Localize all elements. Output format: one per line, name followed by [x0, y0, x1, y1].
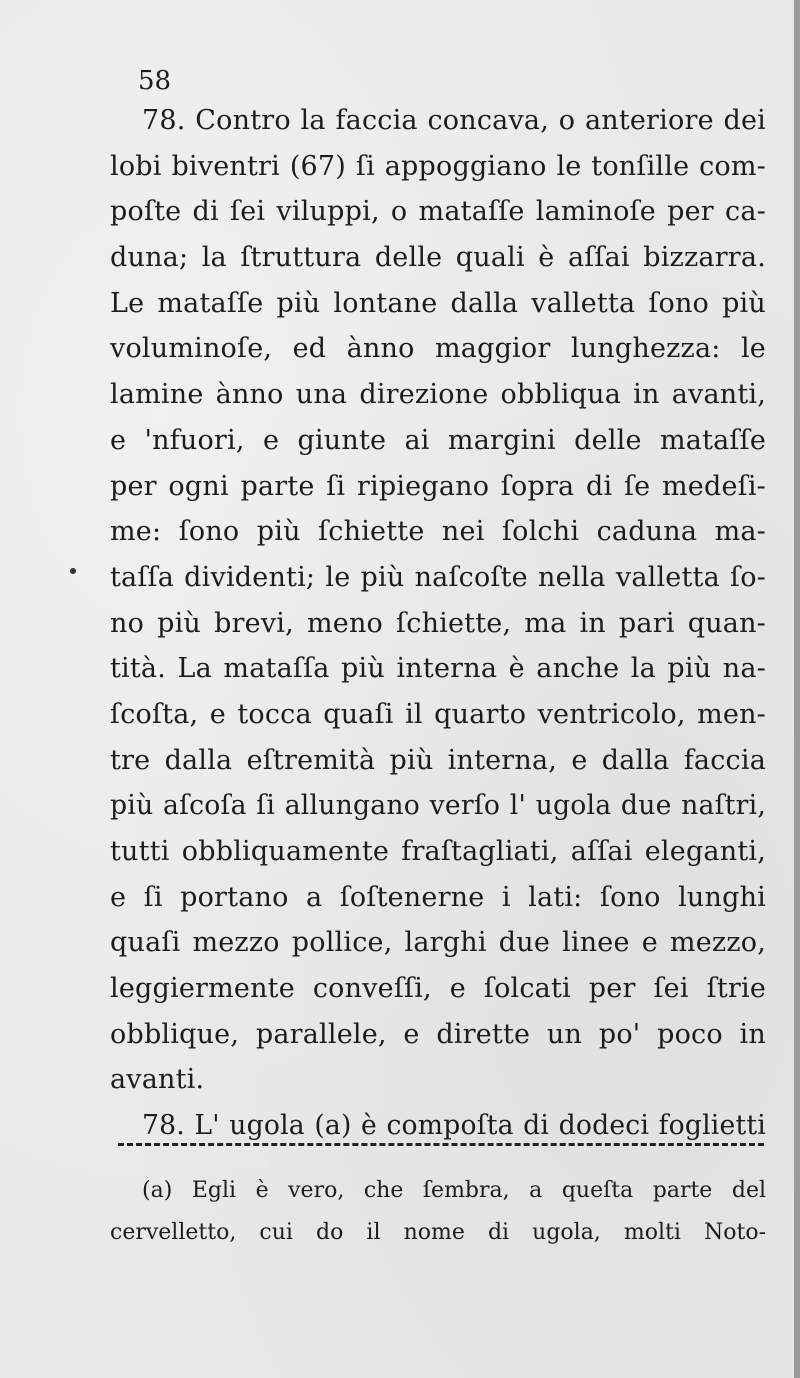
text-line: 78. Contro la faccia concava, o anteriore dei [142, 105, 766, 136]
text-line: avanti. [110, 1064, 205, 1096]
footnote-separator [118, 1143, 764, 1146]
text-line: quaſi mezzo pollice, larghi due linee e mezzo, [110, 927, 766, 959]
text-line: ſcoſta, e tocca quaſi il quarto ventricolo, men- [110, 698, 766, 730]
text-line: tutti obbliquamente fraſtagliati, aſſai eleganti, [110, 836, 766, 867]
text-line: 78. L' ugola (a) è compoſta di dodeci foglietti [142, 1110, 766, 1142]
text-line: Le mataſſe più lontane dalla valletta ſono più [110, 287, 766, 319]
text-line: più aſcoſa ſi allungano verſo l' ugola due naſtri, [110, 790, 766, 822]
page-edge-shadow [794, 0, 800, 1378]
text-line: lamine ànno una direzione obbliqua in avanti, [110, 379, 766, 411]
body-text [110, 98, 766, 1149]
text-line: lobi biventri (67) ſi appoggiano le tonſille com- [110, 150, 766, 182]
text-line: duna; la ſtruttura delle quali è aſſai bizzarra. [110, 242, 766, 274]
footnote-line: cervelletto, cui do il nome di ugola, molti Noto- [110, 1220, 766, 1245]
text-line: poſte di ſei viluppi, o mataſſe laminoſe per ca- [110, 196, 766, 228]
text-line: per ogni parte ſi ripiegano ſopra di ſe medeſi- [110, 470, 766, 502]
text-line: taſſa dividenti; le più naſcoſte nella valletta ſo- [110, 561, 766, 593]
text-line: voluminoſe, ed ànno maggior lunghezza: le [110, 333, 766, 365]
text-line: leggiermente conveſſi, e ſolcati per ſei ſtrie [110, 973, 766, 1005]
text-line: e 'nfuori, e giunte ai margini delle mataſſe [110, 424, 766, 456]
text-line: tità. La mataſſa più interna è anche la più na- [110, 653, 766, 685]
footnote-line: (a) Egli è vero, che ſembra, a queſta parte del [142, 1178, 766, 1203]
text-line: obblique, parallele, e dirette un po' poco in [110, 1018, 766, 1050]
text-line: e ſi portano a ſoſtenerne i lati: ſono lunghi [110, 881, 766, 913]
text-line: no più brevi, meno ſchiette, ma in pari quan- [110, 607, 766, 639]
margin-mark [70, 568, 76, 574]
page-number: 58 [138, 66, 172, 96]
text-line: me: ſono più ſchiette nei ſolchi caduna ma- [110, 516, 766, 548]
text-line: tre dalla eſtremità più interna, e dalla faccia [110, 744, 766, 776]
footnote [110, 1170, 766, 1254]
